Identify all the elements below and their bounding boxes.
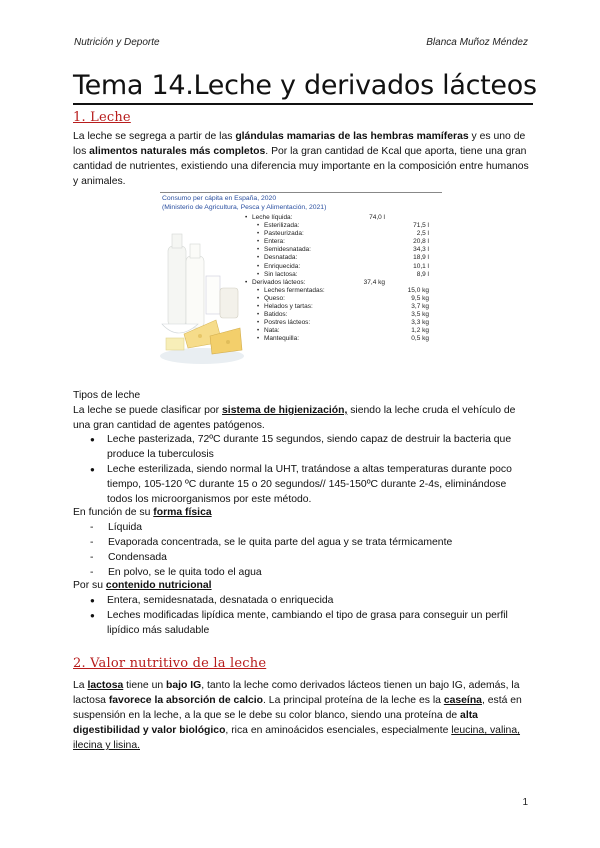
- table-row: [245, 238, 441, 246]
- dairy-products-image: [158, 216, 246, 366]
- row-value: 3,5 kg: [411, 311, 429, 319]
- bold-caseina: caseína: [443, 695, 482, 706]
- consumption-table: [245, 214, 441, 344]
- row-value: 10,1 l: [413, 262, 429, 270]
- row-label: • Pasteurizada:: [257, 230, 304, 238]
- table-row: [245, 295, 441, 303]
- row-value: 20,8 l: [413, 238, 429, 246]
- nutri-list: [88, 593, 533, 638]
- table-row: [245, 263, 441, 271]
- table-row: [245, 287, 441, 295]
- row-value: 9,5 kg: [411, 294, 429, 302]
- row-label: • Nata:: [257, 327, 280, 335]
- row-value: 8,9 l: [416, 270, 429, 278]
- row-value: 2,5 l: [416, 230, 429, 238]
- list-item: - Condensada: [88, 550, 528, 565]
- row-label: • Enriquecida:: [257, 263, 300, 271]
- row-label: • Postres lácteos:: [257, 319, 310, 327]
- bold-forma: forma física: [153, 507, 212, 518]
- row-label: • Leche líquida:: [245, 214, 292, 222]
- row-value: 0,5 kg: [411, 335, 429, 343]
- table-row: [245, 279, 441, 287]
- list-item: ● Leches modificadas lipídica mente, cambiando el tipo de grasa para conseguir un perfil lipídico más saludable: [88, 608, 533, 638]
- row-label: • Leches fermentadas:: [257, 287, 325, 295]
- table-row: [245, 214, 441, 222]
- table-row: [245, 327, 441, 335]
- row-value: 37,4 kg: [363, 278, 385, 286]
- list-item: - En polvo, se le quita todo el agua: [88, 565, 528, 580]
- row-value: 1,2 kg: [411, 327, 429, 335]
- row-label: • Esterilizada:: [257, 222, 299, 230]
- valor-paragraph: La lactosa tiene un bajo IG, tanto la leche como derivados lácteos tienen un bajo IG, además, la lactosa favorece la absorción de calcio. La principal proteína de la leche es la caseína, está en suspensión en la leche, a la que se le debe su color blanco, siendo una proteína de alta digestibilidad y valor biológico, rica en aminoácidos esenciales, especialmente leucina, valina, ilecina y lisina.: [73, 680, 522, 751]
- row-value: 71,5 l: [413, 222, 429, 230]
- row-label: • Semidesnatada:: [257, 246, 311, 254]
- underline-aminoacidos: leucina, valina, ilecina y lisina.: [73, 725, 521, 751]
- bold-ig: bajo IG: [166, 680, 202, 691]
- nutri-title: Por su contenido nutricional: [73, 580, 212, 591]
- figure-divider: [160, 192, 442, 193]
- row-label: • Sin lactosa:: [257, 271, 298, 279]
- table-row: [245, 271, 441, 279]
- bold-alimentos: alimentos naturales más completos: [89, 146, 266, 157]
- list-item: - Evaporada concentrada, se le quita parte del agua y se trata térmicamente: [88, 535, 528, 550]
- figure-caption: Consumo per cápita en España, 2020 (Ministerio de Agricultura, Pesca y Alimentación, 2021): [162, 195, 327, 211]
- row-label: • Batidos:: [257, 311, 288, 319]
- table-row: [245, 222, 441, 230]
- page-title: Tema 14.Leche y derivados lácteos: [73, 70, 533, 105]
- header-author: Blanca Muñoz Méndez: [426, 37, 528, 48]
- bold-contenido: contenido nutricional: [105, 580, 212, 591]
- table-row: [245, 311, 441, 319]
- table-row: [245, 246, 441, 254]
- row-value: 3,7 kg: [411, 303, 429, 311]
- table-row: [245, 335, 441, 343]
- table-row: [245, 303, 441, 311]
- row-label: • Desnatada:: [257, 254, 297, 262]
- forma-title: En función de su forma física: [73, 507, 212, 518]
- list-item: ● Leche pasterizada, 72ºC durante 15 segundos, siendo capaz de destruir la bacteria que produce la tuberculosis: [88, 432, 533, 462]
- bold-digestibilidad: alta digestibilidad y valor biológico: [73, 710, 478, 736]
- bold-calcio: favorece la absorción de calcio: [108, 695, 264, 706]
- list-item: - Líquida: [88, 520, 528, 535]
- list-item: ● Leche esterilizada, siendo normal la UHT, tratándose a altas temperaturas durante poco tiempo, 105-120 ºC durante 15 o 20 segundos// 145-150ºC durante 2-4s, eliminándose todos los microorganismos por este método.: [88, 462, 533, 507]
- consumption-figure: [150, 192, 442, 372]
- bold-lactosa: lactosa: [87, 680, 124, 691]
- row-label: • Entera:: [257, 238, 285, 246]
- table-row: [245, 254, 441, 262]
- row-label: • Helados y tartas:: [257, 303, 313, 311]
- page-number: 1: [522, 797, 528, 808]
- higienizacion-list: [88, 432, 533, 507]
- tipos-paragraph: La leche se puede clasificar por sistema de higienización, siendo la leche cruda el vehículo de una gran cantidad de agentes patógenos.: [73, 405, 516, 431]
- forma-list: [88, 520, 528, 580]
- header-subject: Nutrición y Deporte: [74, 37, 160, 48]
- table-row: [245, 319, 441, 327]
- row-value: 15,0 kg: [407, 286, 429, 294]
- bold-glandulas: glándulas mamarias de las hembras mamíferas: [235, 131, 469, 142]
- row-value: 34,3 l: [413, 246, 429, 254]
- row-value: 74,0 l: [369, 214, 385, 221]
- tipos-title: Tipos de leche: [73, 390, 141, 401]
- section-heading-valor: 2. Valor nutritivo de la leche: [73, 656, 267, 671]
- section-heading-leche: 1. Leche: [73, 110, 131, 125]
- row-value: 3,3 kg: [411, 319, 429, 327]
- row-value: 18,9 l: [413, 254, 429, 262]
- intro-paragraph: La leche se segrega a partir de las glándulas mamarias de las hembras mamíferas y es uno de los alimentos naturales más completos. Por la gran cantidad de Kcal que aporta, tiene una gran cantidad de nutrientes, existiendo una diferencia muy importante en la composición entre humanos y animales.: [73, 131, 529, 187]
- row-label: • Derivados lácteos:: [245, 279, 305, 287]
- table-row: [245, 230, 441, 238]
- bold-higienizacion: sistema de higienización,: [222, 405, 348, 416]
- row-label: • Queso:: [257, 295, 285, 303]
- row-label: • Mantequilla:: [257, 335, 299, 343]
- list-item: ● Entera, semidesnatada, desnatada o enriquecida: [88, 593, 533, 608]
